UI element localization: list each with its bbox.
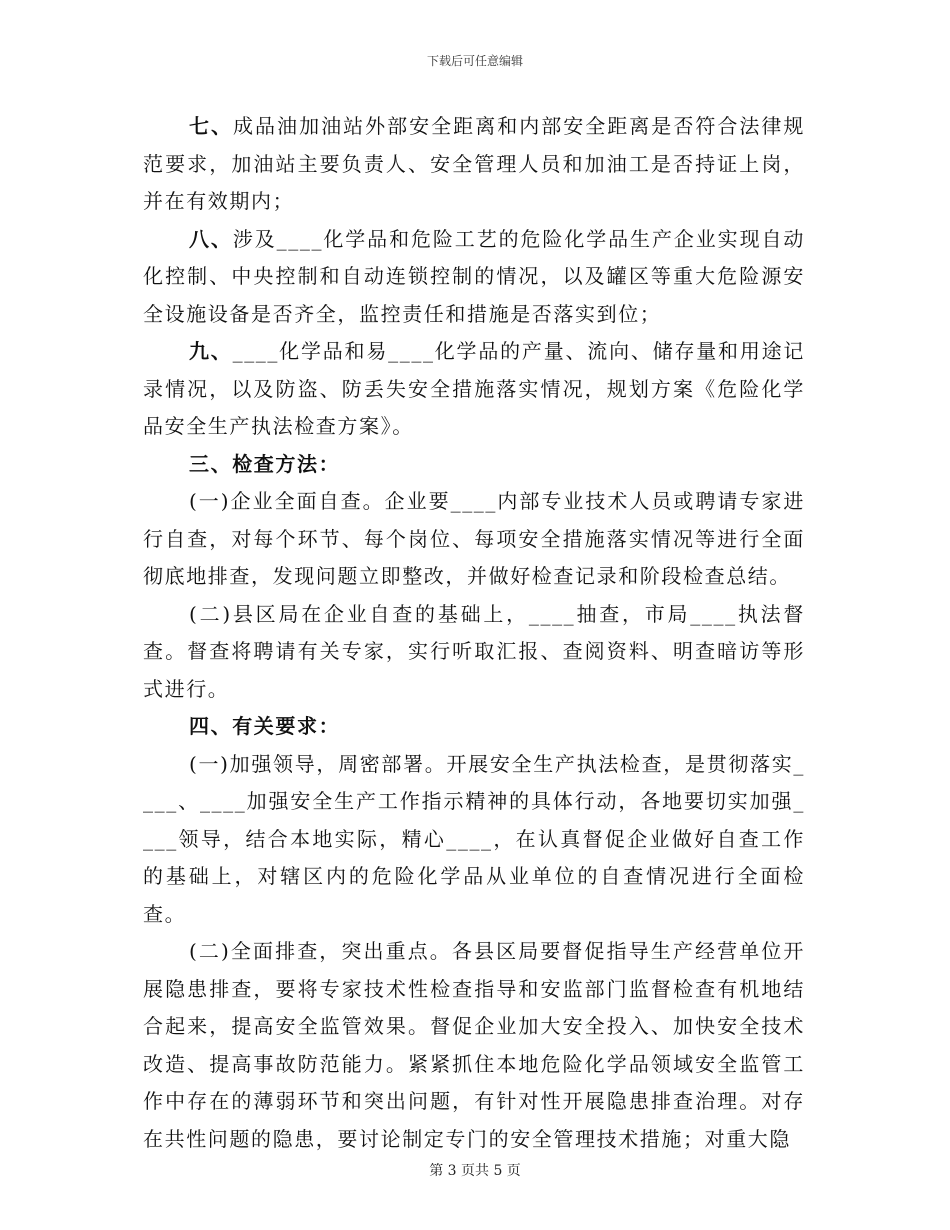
- paragraph-text: 成品油加油站外部安全距离和内部安全距离是否符合法律规范要求，加油站主要负责人、安全管理人员和加油工是否持证上岗，并在有效期内；: [143, 114, 805, 213]
- paragraph-text: ____化学品和易____化学品的产量、流向、储存量和用途记录情况，以及防盗、防丢失安全措施落实情况，规划方案《危险化学品安全生产执法检查方案》。: [143, 339, 806, 438]
- section-heading-inspection-methods: 三、检查方法：: [189, 451, 341, 476]
- paragraph-self-inspection: (一)企业全面自查。企业要____内部专业技术人员或聘请专家进行自查，对每个环节、每个岗位、每项安全措施落实情况等进行全面彻底地排查，发现问题立即整改，并做好检查记录和阶段检查总结。: [143, 489, 805, 588]
- paragraph-item-8: [143, 221, 805, 334]
- paragraph-text: 涉及____化学品和危险工艺的危险化学品生产企业实现自动化控制、中央控制和自动连锁控制的情况，以及罐区等重大危险源安全设施设备是否齐全，监控责任和措施是否落实到位；: [143, 226, 805, 326]
- page-footer: 第 3 页共 5 页: [429, 1163, 521, 1179]
- paragraph-comprehensive-check: (二)全面排查，突出重点。各县区局要督促指导生产经营单位开展隐患排查，要将专家技术性检查指导和安监部门监督检查有机地结合起来，提高安全监管效果。督促企业加大安全投入、加快安全技术改造、提高事故防范能力。紧紧抓住本地危险化学品领域安全监管工作中存在的薄弱环节和突出问题，有针对性开展隐患排查治理。对存在共性问题的隐患，要讨论制定专门的安全管理技术措施；对重大隐: [143, 939, 805, 1151]
- document-body: [143, 108, 805, 1158]
- item-number: 九、: [189, 339, 233, 363]
- page-header: 下载后可任意编辑: [426, 54, 523, 68]
- item-number: 七、: [189, 114, 234, 138]
- paragraph-item-7: [143, 108, 805, 221]
- section-heading-requirements: 四、有关要求：: [189, 714, 341, 738]
- paragraph-county-inspection: (二)县区局在企业自查的基础上，____抽查，市局____执法督查。督查将聘请有关专家，实行听取汇报、查阅资料、明查暗访等形式进行。: [143, 601, 805, 701]
- paragraph-item-9: [143, 333, 805, 446]
- item-number: 八、: [189, 226, 233, 251]
- paragraph-leadership: (一)加强领导，周密部署。开展安全生产执法检查，是贯彻落实____、____加强安全生产工作指示精神的具体行动，各地要切实加强____领导，结合本地实际，精心____，在认真督促企业做好自查工作的基础上，对辖区内的危险化学品从业单位的自查情况进行全面检查。: [143, 751, 805, 926]
